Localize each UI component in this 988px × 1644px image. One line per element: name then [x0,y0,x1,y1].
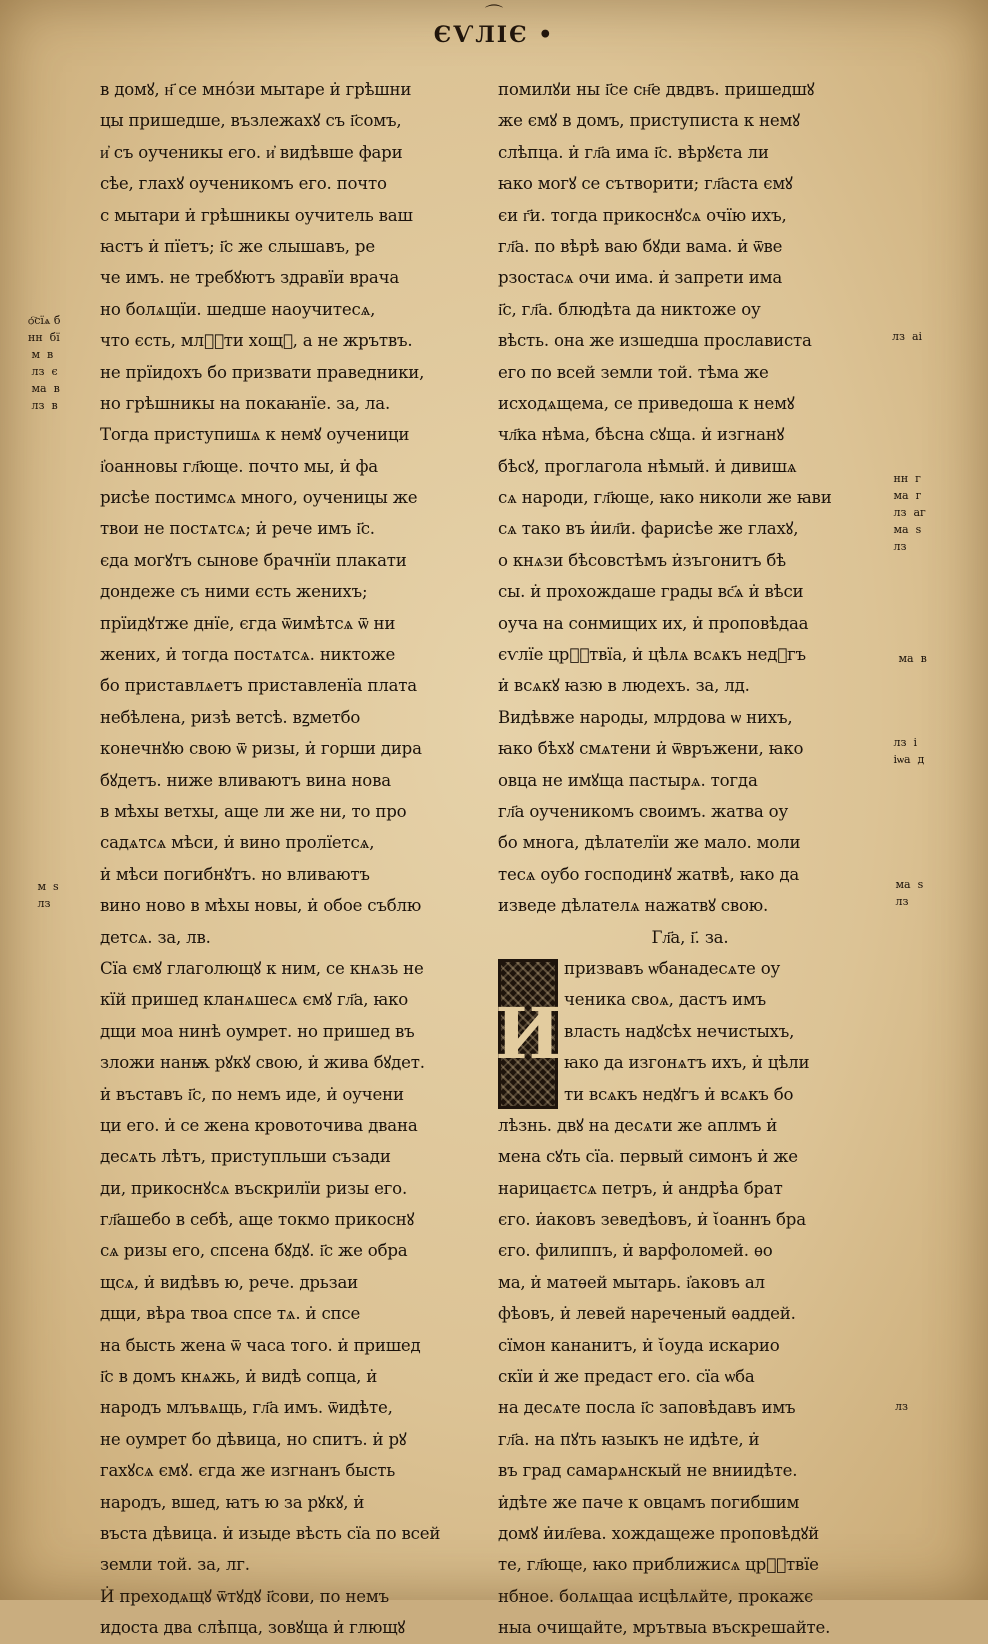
text-line: гл҃а. по вѣрѣ ваю бꙋди вама. и̇ ѿве [498,236,783,256]
text-line: мена сꙋть сїа. первый симонъ и̇ же [498,1147,798,1167]
text-line: нбное. болѧщаа исцѣлѧйте, прокажє [498,1586,814,1606]
text-line: земли той. за, лг. [100,1555,250,1575]
margin-note-right-4: лз і іѡа д [893,736,925,766]
text-line: с мытари и̇ грѣшникы оучитель ваш [100,205,413,225]
text-line: ма, и̇ матѳей мытарь. і҆аковъ ал [498,1272,765,1292]
text-line: рисѣе постимсѧ много, оученицы же [100,488,418,508]
text-line: помилꙋи ны і҃се сн҃е двдвъ. пришедшꙋ [498,80,815,99]
margin-note-right-2: нн г ма г лз аг ма ѕ лз [893,472,926,553]
text-line: оуча на сонмищих их, и̇ проповѣдаа [498,613,809,633]
text-line: гл҃ашебо в себѣ, аще токмо прикоснꙋ [100,1210,415,1230]
text-line: на десѧте посла і҃с заповѣдавъ имъ [498,1398,796,1418]
text-line: и̇ всѧкꙋ ꙗзю в людехъ. за, лд. [498,676,750,696]
text-line: народъ млъвѧщь, гл҃а имъ. ѿидѣте, [100,1398,393,1418]
text-line: его по всей земли той. тѣма же [498,362,769,382]
text-line: чл҃ка нѣма, бѣсна сꙋща. и̇ изгнанꙋ [498,425,785,445]
text-line: бѣсꙋ, проглагола нѣмый. и̇ дивишѧ [498,456,797,476]
text-line: небѣлена, ризѣ ветсѣ. вꙁметбо [100,707,361,727]
text-line: єго. филиппъ, и̇ варфоломей. ѳо [498,1241,773,1261]
text-line: те, гл҃юще, ꙗко приближисѧ црⷭ҇твїе [498,1555,819,1575]
text-line: садѧтсѧ мѣси, и̇ вино пролїетсѧ, [100,833,375,853]
text-line: сїмон кананитъ, и̇ ꙇ̆оуда искарио [498,1335,780,1355]
text-line: ти всѧкъ недꙋгъ и̇ всѧкъ бо [564,1084,794,1104]
text-line: щсѧ, и̇ видѣвъ ю, рече. дрьзаи [100,1272,359,1292]
text-line: и̇ мѣси погибнꙋтъ. но вливаютъ [100,864,370,884]
text-line: въста дѣвица. и̇ изыде вѣсть сїа по всей [100,1523,441,1543]
text-line: ꙗстъ и̇ пїетъ; і҃с же слышавъ, ре [100,236,375,256]
text-line: бꙋдетъ. ниже вливаютъ вина нова [100,770,391,790]
text-line: кїй пришед кланѧшесѧ ємꙋ гл҃а, ꙗко [100,990,409,1010]
margin-note-right-3: ма в [895,652,927,665]
text-line: єда могꙋтъ сынове брачнїи плакати [100,550,407,570]
text-line: в мѣхы ветхы, аще ли же ни, то про [100,801,407,821]
text-line: бо приставлѧетъ приставленїа плата [100,676,417,696]
text-line: дондеже съ ними єсть женихъ; [100,582,368,602]
text-line: призвавъ ѡбанадесѧте оу [564,958,781,978]
text-line: фѣовъ, и̇ левей нареченый ѳаддей. [498,1304,796,1324]
text-line: народъ, вшед, ꙗтъ ю за рꙋкꙋ, и̇ [100,1492,365,1512]
text-line: сы. и̇ прохождаше грады вс҃ѧ и̇ вѣси [498,582,804,602]
text-line: домꙋ и̇ил҃ева. хождащеже проповѣдꙋй [498,1523,820,1543]
right-column-top-block [498,74,882,953]
margin-note-right-5: ма ѕ лз [895,878,924,908]
text-line: детсѧ. за, лв. [100,927,211,947]
text-line: че имъ. не требꙋютъ здравїи врача [100,268,400,288]
text-line: жених, и̇ тогда постѧтсѧ. никтоже [100,645,396,665]
text-line: идоста два слѣпца, зовꙋща и̇ глющꙋ [100,1618,406,1638]
text-line: о кнѧзи бѣсовстѣмъ и̇зъгонитъ бѣ [498,550,786,570]
text-line: же ємꙋ в домъ, приступиста к немꙋ [498,111,800,131]
page-header [0,4,988,48]
text-line: не прїидохъ бо призвати праведники, [100,362,425,382]
text-line: бо многа, дѣлателїи же мало. моли [498,833,801,853]
text-line: сѧ тако въ и̇ил҃и. фарисѣе же глахꙋ, [498,519,799,539]
text-line: вино ново в мѣхы новы, и̇ обое съблю [100,896,422,916]
text-line: и̇дѣте же паче к овцамъ погибшим [498,1492,800,1512]
text-line: И̇ преходѧщꙋ ѿтꙋдꙋ і҃сови, по немъ [100,1586,389,1606]
text-line: сѧ народи, гл҃юще, ꙗко николи же ꙗви [498,488,832,508]
text-line: єѵлїе црⷭ҇твїа, и̇ цѣлѧ всѧкъ недꙋгъ [498,645,806,665]
decorated-initial-icon [495,959,561,1109]
text-line: и̇ въставъ і҃с, по немъ иде, и̇ оучени [100,1084,404,1104]
text-line: єи г҃и. тогда прикоснꙋсѧ очїю ихъ, [498,205,787,225]
text-line: скїи и̇ же предаст его. сїа ѡба [498,1367,755,1387]
text-line: Тогда приступишѧ к немꙋ оученици [100,425,410,445]
text-line: ꙗко могꙋ се сътворити; гл҃аста ємꙋ [498,174,793,194]
text-line: ди, прикоснꙋсѧ въскрилїи ризы его. [100,1178,408,1198]
margin-note-right-1: лз аі [892,330,923,343]
text-line: не оумрет бо дѣвица, но спитъ. и̇ рꙋ [100,1429,407,1449]
dropcap-letter: И [495,991,561,1075]
text-line: исходѧщема, се приведоша к немꙋ [498,393,795,413]
text-line: что єсть, млⷭ҇ти хощꙋ, а не жрътвъ. [100,331,413,351]
text-line: єго. и̇аковъ зеведѣовъ, и̇ ꙇ̆оаннъ бра [498,1210,806,1230]
text-line: дщи моа нинѣ оумрет. но пришед въ [100,1021,415,1041]
text-line: ныа очищайте, мрътвыа въскрешайте. [498,1618,831,1638]
text-line: в домꙋ, н҃ се мно́зи мытаре и̇ грѣшни [100,80,412,99]
text-line: твои не постѧтсѧ; и̇ рече имъ і҃с. [100,519,375,539]
text-line: прїидꙋтже днїе, єгда ѿимѣтсѧ ѿ ни [100,613,396,633]
text-line: власть надꙋсѣх нечистыхъ, [564,1021,795,1041]
text-line: сѣе, глахꙋ оученикомъ его. почто [100,174,387,194]
text-line: слѣпца. и̇ гл҃а има і҃с. вѣрꙋєта ли [498,142,769,162]
text-line: тесѧ оубо господинꙋ жатвѣ, ꙗко да [498,864,800,884]
text-line: дщи, вѣра твоа спсе тѧ. и̇ спсе [100,1304,361,1324]
text-line: но грѣшникы на покаꙗнїе. за, ла. [100,393,391,413]
text-line: сѧ ризы его, спсена бꙋдꙋ. і҃с же обра [100,1241,408,1261]
margin-note-left-2: м ѕ лз [37,880,59,910]
text-line: десѧть лѣтъ, приступльши съзади [100,1147,391,1167]
text-line: изведе дѣлателѧ нажатвꙋ свою. [498,896,769,916]
text-line: ꙗко бѣхꙋ смѧтени и̇ ѿвръжени, ꙗко [498,739,804,759]
text-line: і҃с, гл҃а. блюдѣта да никтоже оу [498,299,761,319]
text-line: вѣсть. она же изшедша прослависта [498,331,812,351]
page-title: ЄѴЛІЄ • [433,22,555,48]
text-line: рзостасѧ очи има. и̇ запрети има [498,268,783,288]
header-ornament: ⌒ [485,4,503,25]
text-line: зложи нанѭ рꙋкꙋ свою, и̇ жива бꙋдет. [100,1053,425,1073]
text-line: цы пришедше, възлежахꙋ съ і҃сомъ, [100,111,402,131]
text-line: гл҃а. на пꙋть ꙗзыкъ не идѣте, и̇ [498,1429,760,1449]
left-text-column [100,74,472,1644]
text-line: гл҃а оученикомъ своимъ. жатва оу [498,801,789,821]
text-line: Гл҃а, і҃. за. [651,927,729,947]
text-line: Сїа ємꙋ глаголющꙋ к ним, се кнѧзь не [100,958,424,978]
text-line: і҃с в домъ кнѧжь, и̇ видѣ сопца, и̇ [100,1367,378,1387]
dropcap-paragraph [495,953,882,1110]
text-line: і҆оанновы гл҃юще. почто мы, и̇ фа [100,456,378,476]
text-line: лѣзнь. двꙋ на десѧти же аплмъ и̇ [498,1115,778,1135]
text-line: гахꙋсѧ ємꙋ. єгда же изгнанъ бысть [100,1461,396,1481]
text-line: но болѧщїи. шедше наоучитесѧ, [100,299,376,319]
right-text-column [495,74,882,1644]
right-column-bottom-block [498,1110,882,1644]
dropcap-lines [564,953,882,1110]
text-line: конечнꙋю свою ѿ ризы, и̇ горши дира [100,739,422,759]
text-line: ци его. и̇ се жена кровоточива двана [100,1115,418,1135]
margin-note-left-1: ѻ҇сїѧ б нн бї м в лз є ма в лз в [28,314,61,412]
text-line: нарицаєтсѧ петръ, и̇ андрѣа брат [498,1178,783,1198]
margin-note-right-6: лз [895,1400,908,1413]
text-line: ченика своѧ, дастъ имъ [564,990,766,1010]
text-line: на бысть жена ѿ часа того. и̇ пришед [100,1335,421,1355]
text-line: овца не имꙋща пастырѧ. тогда [498,770,758,790]
text-line: ꙗко да изгонѧтъ ихъ, и̇ цѣли [564,1053,810,1073]
text-line: въ град самарѧнскый не вниидѣте. [498,1461,798,1481]
text-line: Видѣвже народы, млрдова ѡ нихъ, [498,707,793,727]
text-line: и҆ съ оученикы его. и҆ видѣвше фари [100,142,403,162]
